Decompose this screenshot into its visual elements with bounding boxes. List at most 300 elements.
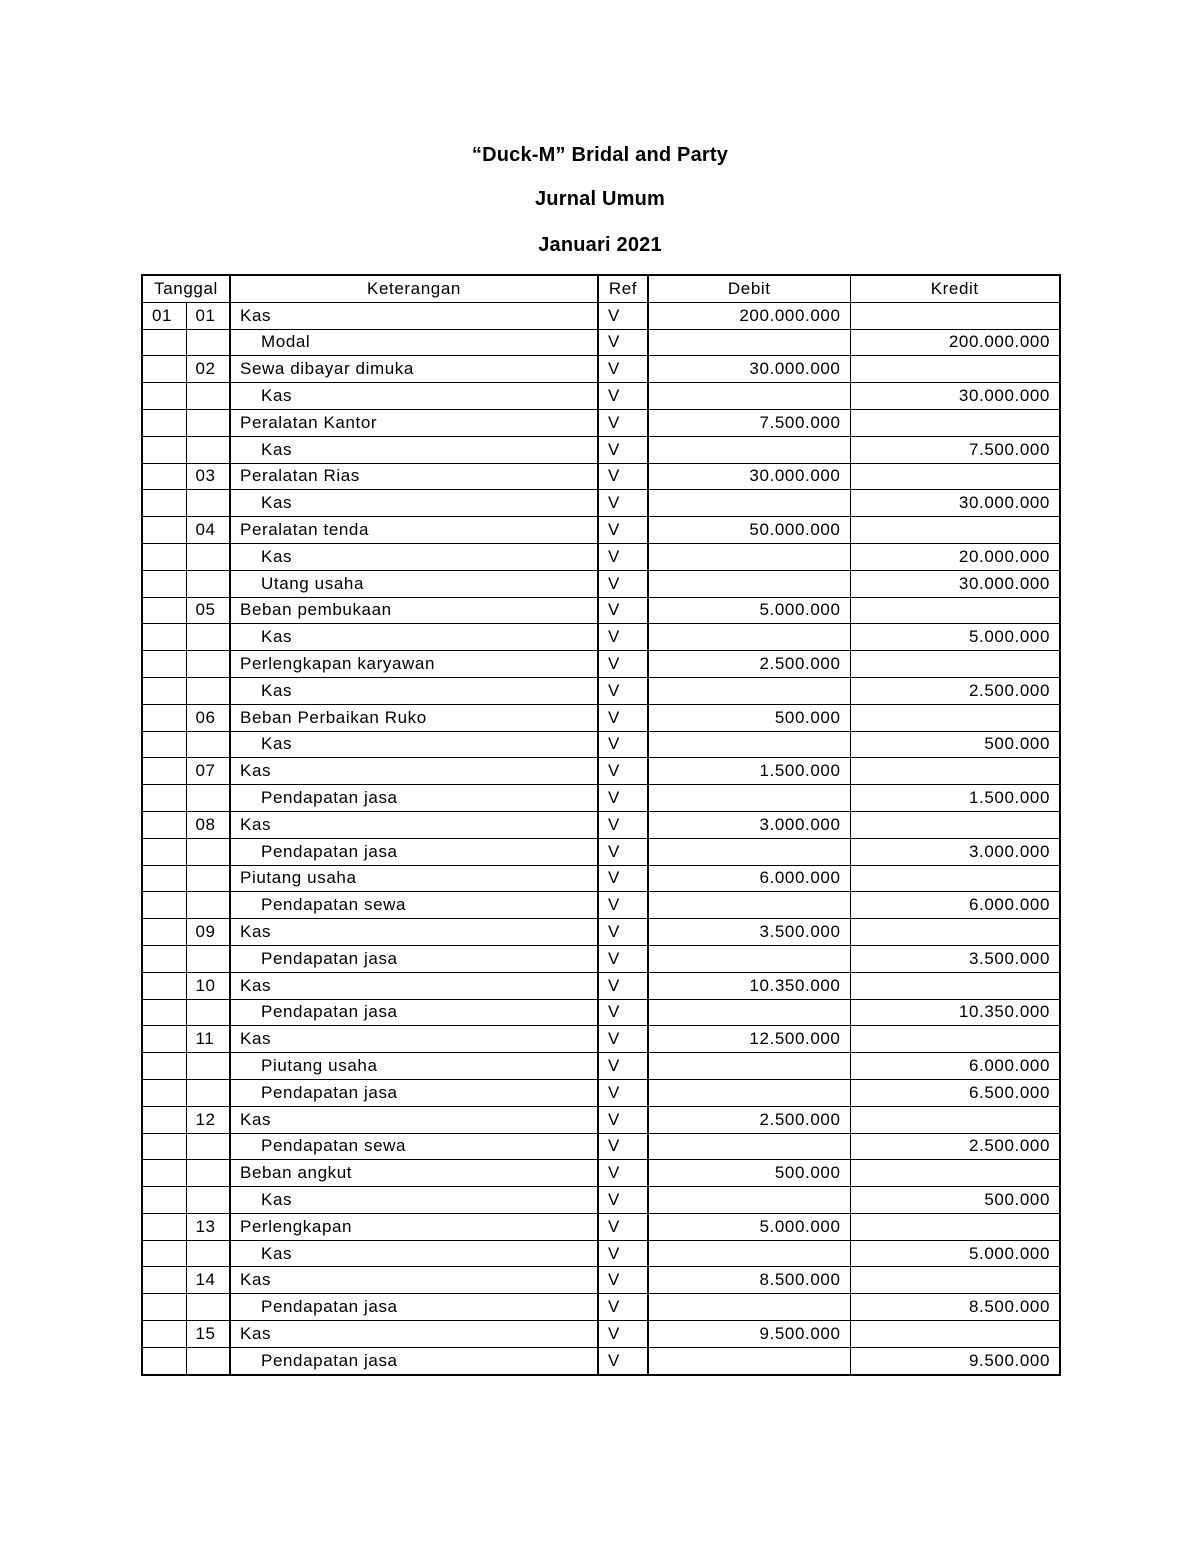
day-cell: 09 — [186, 919, 230, 946]
account-label: Kas — [261, 1243, 293, 1263]
ref-cell: V — [598, 383, 648, 410]
ref-cell: V — [598, 1240, 648, 1267]
month-cell — [142, 1347, 186, 1374]
account-cell — [230, 972, 598, 999]
debit-cell: 3.500.000 — [648, 919, 850, 946]
credit-cell — [850, 919, 1060, 946]
table-row — [142, 1213, 1060, 1240]
account-label: Pendapatan jasa — [261, 948, 398, 968]
document-title: Jurnal Umum — [534, 188, 665, 210]
account-label: Sewa dibayar dimuka — [240, 359, 414, 379]
month-cell — [142, 1187, 186, 1214]
account-label: Kas — [240, 305, 272, 325]
day-cell — [186, 383, 230, 410]
debit-cell — [648, 1079, 850, 1106]
table-row — [142, 651, 1060, 678]
day-cell — [186, 409, 230, 436]
table-row — [142, 811, 1060, 838]
journal-body — [142, 302, 1060, 1374]
debit-cell: 2.500.000 — [648, 1106, 850, 1133]
day-cell — [186, 1240, 230, 1267]
account-label: Kas — [261, 734, 293, 754]
header-tanggal: Tanggal — [142, 275, 230, 302]
account-cell — [230, 436, 598, 463]
day-cell — [186, 865, 230, 892]
debit-cell — [648, 838, 850, 865]
month-cell — [142, 865, 186, 892]
account-label: Beban Perbaikan Ruko — [240, 707, 427, 727]
ref-cell: V — [598, 677, 648, 704]
month-cell — [142, 972, 186, 999]
debit-cell: 12.500.000 — [648, 1026, 850, 1053]
ref-cell: V — [598, 409, 648, 436]
account-cell — [230, 570, 598, 597]
account-label: Peralatan Kantor — [240, 412, 378, 432]
credit-cell — [850, 597, 1060, 624]
account-label: Pendapatan jasa — [261, 1350, 398, 1370]
credit-cell: 2.500.000 — [850, 1133, 1060, 1160]
day-cell: 02 — [186, 356, 230, 383]
credit-cell: 1.500.000 — [850, 785, 1060, 812]
credit-cell: 200.000.000 — [850, 329, 1060, 356]
debit-cell — [648, 731, 850, 758]
account-label: Kas — [261, 493, 293, 513]
account-cell — [230, 1213, 598, 1240]
month-cell — [142, 1133, 186, 1160]
account-cell — [230, 597, 598, 624]
day-cell — [186, 945, 230, 972]
account-label: Pendapatan jasa — [261, 1297, 398, 1317]
day-cell — [186, 543, 230, 570]
debit-cell: 10.350.000 — [648, 972, 850, 999]
account-label: Kas — [240, 922, 272, 942]
debit-cell — [648, 1240, 850, 1267]
month-cell — [142, 543, 186, 570]
debit-cell — [648, 999, 850, 1026]
ref-cell: V — [598, 543, 648, 570]
account-label: Piutang usaha — [240, 868, 357, 888]
day-cell: 07 — [186, 758, 230, 785]
debit-cell — [648, 1294, 850, 1321]
month-cell — [142, 677, 186, 704]
debit-cell: 9.500.000 — [648, 1321, 850, 1348]
table-row — [142, 517, 1060, 544]
day-cell — [186, 838, 230, 865]
month-cell — [142, 1079, 186, 1106]
day-cell: 05 — [186, 597, 230, 624]
month-cell — [142, 785, 186, 812]
ref-cell: V — [598, 597, 648, 624]
table-row — [142, 302, 1060, 329]
credit-cell: 8.500.000 — [850, 1294, 1060, 1321]
account-cell — [230, 785, 598, 812]
account-cell — [230, 838, 598, 865]
debit-cell: 500.000 — [648, 704, 850, 731]
account-label: Beban angkut — [240, 1163, 353, 1183]
account-label: Kas — [240, 1323, 272, 1343]
ref-cell: V — [598, 517, 648, 544]
day-cell — [186, 1079, 230, 1106]
day-cell — [186, 1053, 230, 1080]
month-cell — [142, 1267, 186, 1294]
month-cell — [142, 811, 186, 838]
credit-cell — [850, 758, 1060, 785]
account-cell — [230, 1267, 598, 1294]
ref-cell: V — [598, 302, 648, 329]
ref-cell: V — [598, 865, 648, 892]
account-cell — [230, 490, 598, 517]
day-cell: 12 — [186, 1106, 230, 1133]
ref-cell: V — [598, 892, 648, 919]
month-cell — [142, 1106, 186, 1133]
day-cell: 03 — [186, 463, 230, 490]
debit-cell — [648, 677, 850, 704]
table-row — [142, 383, 1060, 410]
month-cell — [142, 436, 186, 463]
account-label: Kas — [261, 627, 293, 647]
account-label: Utang usaha — [261, 573, 365, 593]
month-cell — [142, 999, 186, 1026]
debit-cell — [648, 945, 850, 972]
table-row — [142, 1026, 1060, 1053]
table-row — [142, 785, 1060, 812]
table-row — [142, 865, 1060, 892]
account-cell — [230, 677, 598, 704]
credit-cell: 30.000.000 — [850, 383, 1060, 410]
table-row — [142, 919, 1060, 946]
day-cell — [186, 1347, 230, 1374]
account-cell — [230, 1133, 598, 1160]
ref-cell: V — [598, 1106, 648, 1133]
ref-cell: V — [598, 1294, 648, 1321]
table-row — [142, 624, 1060, 651]
credit-cell: 30.000.000 — [850, 570, 1060, 597]
month-cell — [142, 409, 186, 436]
account-cell — [230, 1347, 598, 1374]
debit-cell: 50.000.000 — [648, 517, 850, 544]
ref-cell: V — [598, 1160, 648, 1187]
credit-cell — [850, 865, 1060, 892]
debit-cell — [648, 543, 850, 570]
table-row — [142, 1187, 1060, 1214]
account-cell — [230, 1160, 598, 1187]
account-cell — [230, 865, 598, 892]
table-row — [142, 1160, 1060, 1187]
account-cell — [230, 892, 598, 919]
account-label: Pendapatan sewa — [261, 895, 407, 915]
month-cell — [142, 758, 186, 785]
credit-cell — [850, 409, 1060, 436]
credit-cell: 500.000 — [850, 731, 1060, 758]
table-row — [142, 1347, 1060, 1374]
account-cell — [230, 1294, 598, 1321]
day-cell — [186, 1187, 230, 1214]
ref-cell: V — [598, 1347, 648, 1374]
account-cell — [230, 651, 598, 678]
ref-cell: V — [598, 624, 648, 651]
ref-cell: V — [598, 1321, 648, 1348]
credit-cell: 30.000.000 — [850, 490, 1060, 517]
account-cell — [230, 383, 598, 410]
debit-cell: 30.000.000 — [648, 356, 850, 383]
account-label: Kas — [240, 1270, 272, 1290]
ref-cell: V — [598, 463, 648, 490]
account-label: Pendapatan jasa — [261, 841, 398, 861]
account-label: Kas — [240, 1109, 272, 1129]
ref-cell: V — [598, 838, 648, 865]
account-label: Beban pembukaan — [240, 600, 392, 620]
account-cell — [230, 329, 598, 356]
table-row — [142, 570, 1060, 597]
account-cell — [230, 302, 598, 329]
account-cell — [230, 811, 598, 838]
table-row — [142, 1240, 1060, 1267]
month-cell — [142, 945, 186, 972]
table-row — [142, 490, 1060, 517]
day-cell — [186, 1160, 230, 1187]
credit-cell: 10.350.000 — [850, 999, 1060, 1026]
credit-cell: 6.500.000 — [850, 1079, 1060, 1106]
header-keterangan: Keterangan — [230, 275, 598, 302]
table-row — [142, 731, 1060, 758]
account-label: Kas — [261, 386, 293, 406]
credit-cell: 3.500.000 — [850, 945, 1060, 972]
day-cell — [186, 785, 230, 812]
credit-cell — [850, 972, 1060, 999]
credit-cell — [850, 1267, 1060, 1294]
debit-cell — [648, 436, 850, 463]
account-cell — [230, 463, 598, 490]
ref-cell: V — [598, 731, 648, 758]
month-cell — [142, 1321, 186, 1348]
credit-cell: 20.000.000 — [850, 543, 1060, 570]
account-label: Perlengkapan karyawan — [240, 654, 435, 674]
ref-cell: V — [598, 356, 648, 383]
account-cell — [230, 1187, 598, 1214]
day-cell: 08 — [186, 811, 230, 838]
account-label: Piutang usaha — [261, 1056, 378, 1075]
month-cell — [142, 731, 186, 758]
day-cell — [186, 329, 230, 356]
credit-cell: 6.000.000 — [850, 1053, 1060, 1080]
credit-cell: 6.000.000 — [850, 892, 1060, 919]
account-cell — [230, 409, 598, 436]
header-ref: Ref — [598, 275, 648, 302]
day-cell: 14 — [186, 1267, 230, 1294]
table-row — [142, 677, 1060, 704]
ref-cell: V — [598, 1187, 648, 1214]
month-cell — [142, 892, 186, 919]
account-label: Peralatan tenda — [240, 520, 370, 540]
credit-cell — [850, 302, 1060, 329]
debit-cell — [648, 490, 850, 517]
month-cell: 01 — [142, 302, 186, 329]
credit-cell: 5.000.000 — [850, 624, 1060, 651]
month-cell — [142, 1160, 186, 1187]
month-cell — [142, 517, 186, 544]
month-cell — [142, 383, 186, 410]
ref-cell: V — [598, 651, 648, 678]
account-cell — [230, 919, 598, 946]
credit-cell — [850, 651, 1060, 678]
ref-cell: V — [598, 1053, 648, 1080]
credit-cell — [850, 517, 1060, 544]
ref-cell: V — [598, 785, 648, 812]
table-row — [142, 463, 1060, 490]
debit-cell — [648, 1053, 850, 1080]
account-cell — [230, 704, 598, 731]
ref-cell: V — [598, 1213, 648, 1240]
account-label: Peralatan Rias — [240, 466, 360, 486]
table-row — [142, 704, 1060, 731]
month-cell — [142, 356, 186, 383]
account-cell — [230, 731, 598, 758]
table-row — [142, 597, 1060, 624]
day-cell: 04 — [186, 517, 230, 544]
debit-cell — [648, 785, 850, 812]
month-cell — [142, 624, 186, 651]
table-row — [142, 1053, 1060, 1080]
month-cell — [142, 1213, 186, 1240]
ref-cell: V — [598, 436, 648, 463]
account-label: Pendapatan jasa — [261, 1082, 398, 1102]
table-row — [142, 1133, 1060, 1160]
day-cell — [186, 1294, 230, 1321]
account-label: Perlengkapan — [240, 1216, 353, 1236]
day-cell — [186, 651, 230, 678]
credit-cell: 7.500.000 — [850, 436, 1060, 463]
month-cell — [142, 1026, 186, 1053]
table-row — [142, 1321, 1060, 1348]
account-label: Kas — [240, 814, 272, 834]
month-cell — [142, 1053, 186, 1080]
account-cell — [230, 1321, 598, 1348]
account-label: Kas — [261, 546, 293, 566]
debit-cell — [648, 1187, 850, 1214]
credit-cell — [850, 356, 1060, 383]
credit-cell — [850, 704, 1060, 731]
debit-cell: 200.000.000 — [648, 302, 850, 329]
ref-cell: V — [598, 1267, 648, 1294]
credit-cell — [850, 1026, 1060, 1053]
credit-cell — [850, 1160, 1060, 1187]
table-row — [142, 1079, 1060, 1106]
debit-cell: 3.000.000 — [648, 811, 850, 838]
table-row — [142, 945, 1060, 972]
account-label: Modal — [261, 332, 311, 352]
table-row — [142, 409, 1060, 436]
credit-cell — [850, 1213, 1060, 1240]
month-cell — [142, 838, 186, 865]
month-cell — [142, 651, 186, 678]
day-cell — [186, 436, 230, 463]
day-cell — [186, 490, 230, 517]
day-cell — [186, 999, 230, 1026]
table-row — [142, 758, 1060, 785]
account-label: Kas — [261, 439, 293, 459]
journal-table — [141, 274, 1061, 1376]
ref-cell: V — [598, 329, 648, 356]
day-cell: 13 — [186, 1213, 230, 1240]
credit-cell: 500.000 — [850, 1187, 1060, 1214]
debit-cell: 6.000.000 — [648, 865, 850, 892]
ref-cell: V — [598, 570, 648, 597]
header-kredit: Kredit — [850, 275, 1060, 302]
credit-cell: 3.000.000 — [850, 838, 1060, 865]
account-label: Kas — [240, 761, 272, 781]
account-label: Pendapatan sewa — [261, 1136, 407, 1156]
table-row — [142, 1106, 1060, 1133]
credit-cell: 9.500.000 — [850, 1347, 1060, 1374]
account-cell — [230, 1079, 598, 1106]
debit-cell — [648, 892, 850, 919]
table-row — [142, 838, 1060, 865]
account-label: Kas — [261, 1189, 293, 1209]
day-cell — [186, 892, 230, 919]
ref-cell: V — [598, 704, 648, 731]
debit-cell: 1.500.000 — [648, 758, 850, 785]
day-cell — [186, 677, 230, 704]
account-cell — [230, 1106, 598, 1133]
month-cell — [142, 597, 186, 624]
header-row — [142, 275, 1060, 302]
credit-cell: 2.500.000 — [850, 677, 1060, 704]
account-cell — [230, 624, 598, 651]
debit-cell: 500.000 — [648, 1160, 850, 1187]
day-cell — [186, 570, 230, 597]
debit-cell — [648, 624, 850, 651]
month-cell — [142, 1240, 186, 1267]
debit-cell — [648, 1133, 850, 1160]
table-row — [142, 999, 1060, 1026]
debit-cell: 30.000.000 — [648, 463, 850, 490]
account-cell — [230, 1026, 598, 1053]
day-cell: 06 — [186, 704, 230, 731]
credit-cell — [850, 1106, 1060, 1133]
debit-cell: 2.500.000 — [648, 651, 850, 678]
ref-cell: V — [598, 758, 648, 785]
account-cell — [230, 356, 598, 383]
day-cell: 11 — [186, 1026, 230, 1053]
account-label: Kas — [240, 1029, 272, 1049]
account-cell — [230, 1053, 598, 1080]
account-cell — [230, 758, 598, 785]
company-title: “Duck-M” Bridal and Party — [471, 144, 729, 166]
day-cell: 10 — [186, 972, 230, 999]
account-cell — [230, 543, 598, 570]
debit-cell — [648, 329, 850, 356]
month-cell — [142, 704, 186, 731]
ref-cell: V — [598, 811, 648, 838]
header-debit: Debit — [648, 275, 850, 302]
debit-cell: 5.000.000 — [648, 1213, 850, 1240]
table-row — [142, 329, 1060, 356]
table-row — [142, 543, 1060, 570]
month-cell — [142, 463, 186, 490]
table-row — [142, 436, 1060, 463]
debit-cell — [648, 1347, 850, 1374]
account-cell — [230, 945, 598, 972]
credit-cell — [850, 811, 1060, 838]
month-cell — [142, 570, 186, 597]
table-row — [142, 1294, 1060, 1321]
ref-cell: V — [598, 1079, 648, 1106]
month-cell — [142, 1294, 186, 1321]
day-cell: 15 — [186, 1321, 230, 1348]
month-cell — [142, 329, 186, 356]
ref-cell: V — [598, 1133, 648, 1160]
period-title: Januari 2021 — [538, 234, 662, 256]
